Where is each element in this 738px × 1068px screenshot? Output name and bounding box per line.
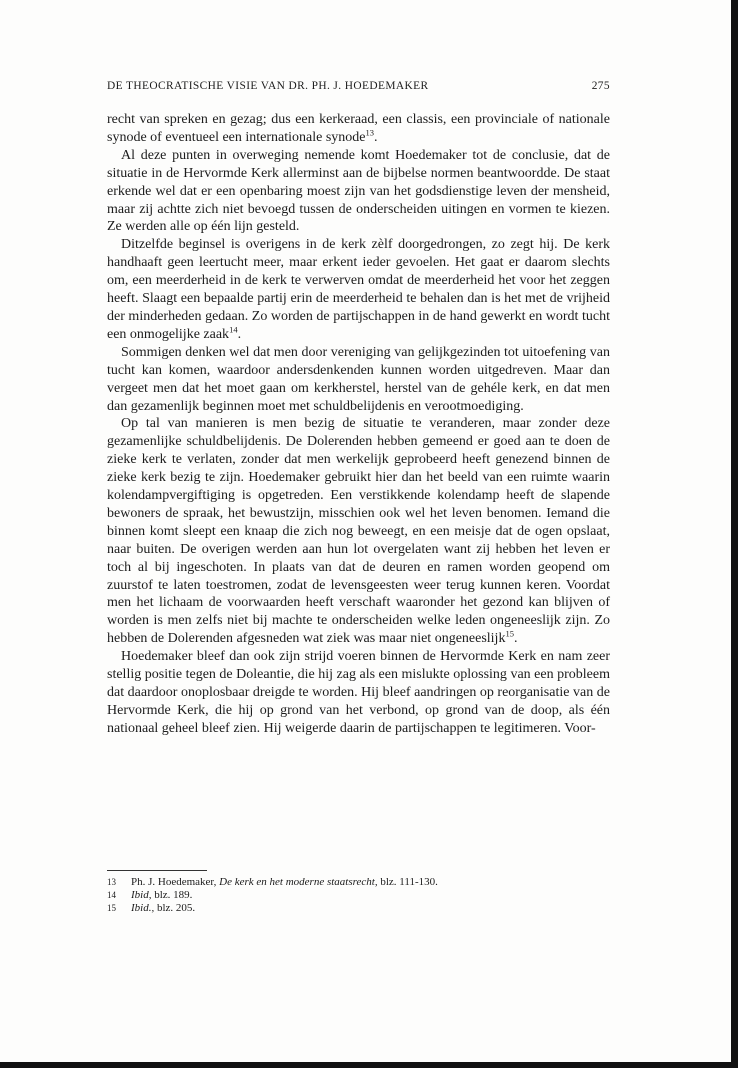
footnote-number: 15 (107, 903, 116, 913)
footnote-title: Ibid., (131, 902, 155, 914)
paragraph-text: recht van spreken en gezag; dus een kerkeraad, een classis, een provinciale of nationale synode of eventueel een internationale synode (107, 112, 610, 145)
footnote-marker: 13 (365, 127, 375, 138)
footnote-segment: blz. 111-130. (377, 876, 438, 888)
scan-edge-right (731, 0, 738, 1068)
running-title: DE THEOCRATISCHE VISIE VAN DR. PH. J. HOEDEMAKER (107, 80, 429, 92)
paragraph-text: . (237, 326, 242, 342)
footnote-text (131, 889, 192, 902)
paragraph (107, 648, 610, 738)
paragraph (107, 415, 610, 648)
footnote-number: 14 (107, 890, 116, 900)
footnote-marker: 14 (229, 324, 238, 335)
paragraph (107, 344, 610, 416)
paragraph-text: Hoedemaker bleef dan ook zijn strijd voeren binnen de Hervormde Kerk en nam zeer stellig positie tegen de Doleantie, die hij zag als een mislukte oplossing van een probleem dat daardoor onoplosbaar dreigde te worden. Hij bleef aandringen op reorganisatie van de Hervormde Kerk, die hij op grond van het verbond, op grond van de doop, als één nationaal geheel bleef zien. Hij weigerde daarin de partijschappen te legitimeren. Voor- (107, 649, 610, 736)
footnote-rule (107, 870, 207, 871)
footnote-number: 13 (107, 877, 116, 887)
scan-edge-bottom (0, 1062, 738, 1068)
footnotes (107, 876, 610, 915)
footnote-marker: 15 (505, 628, 514, 639)
footnote-title: Ibid, (131, 889, 152, 901)
page-number: 275 (591, 80, 610, 92)
paragraph (107, 236, 610, 343)
footnote-title: De kerk en het moderne staatsrecht, (219, 876, 378, 888)
paragraph-text: Sommigen denken wel dat men door vereniging van gelijkgezinden tot uitoefening van tucht kan komen, waardoor andersdenkenden kunnen worden uitgedreven. Maar dan vergeet men dat het moet gaan om kerkherstel, herstel van de gehéle kerk, en dat men dan gezamenlijk beginnen moet met schuldbelijdenis en verootmoediging. (107, 344, 610, 414)
paragraph (107, 111, 610, 147)
paragraph-text: Ditzelfde beginsel is overigens in de kerk zèlf doorgedrongen, zo zegt hij. De kerk handhaaft geen leertucht meer, maar erkent ieder gevoelen. Het gaat er daarom slechts om, een meerderheid in de kerk te verwerven omdat de meerderheid het voor het zeggen heeft. Slaagt een bepaalde partij erin de meerderheid te behalen dan is het met de vrijheid der minderheden gedaan. Zo worden de partijschappen in de hand gewerkt en wordt tucht een onmogelijke zaak (107, 237, 610, 342)
paragraph (107, 147, 610, 237)
footnote (107, 902, 610, 915)
footnote (107, 876, 610, 889)
footnote-text (131, 902, 195, 915)
paragraph-text: Al deze punten in overweging nemende komt Hoedemaker tot de conclusie, dat de situatie in de Hervormde Kerk allerminst aan de bijbelse normen beantwoordde. De staat erkende wel dat er een openbaring moest zijn van het godsdienstige leven der mensheid, maar zij achtte zich niet bevoegd tussen de onderscheiden uitingen en vormen te kiezen. Ze werden alle op één lijn gesteld. (107, 147, 610, 235)
footnote-segment: blz. 189. (151, 889, 193, 901)
paragraph-text: . (513, 631, 518, 647)
footnote-segment: Ph. J. Hoedemaker, (131, 876, 220, 888)
footnote-segment: blz. 205. (154, 902, 196, 914)
body-text (107, 111, 610, 738)
paragraph-text: Op tal van manieren is men bezig de situatie te veranderen, maar zonder deze gezamenlijke schuldbelijdenis. De Dolerenden hebben gemeend er goed aan te doen de zieke kerk te verlaten, zonder dat men werkelijk geprobeerd heeft genezend binnen de zieke kerk bezig te zijn. Hoedemaker gebruikt hier dan het beeld van een ruimte waarin kolendampvergiftiging is opgetreden. Een verstikkende kolendamp heeft de slapende bewoners de spraak, het bewustzijn, misschien ook wel het leven benomen. Iemand die binnen komt sleept een knaap die zich nog beweegt, en een meisje dat de ogen opslaat, naar buiten. De overigen werden aan hun lot overgelaten want zij hebben het leven er toch al bij ingeschoten. In plaats van dat de deuren en ramen worden geopend om zuurstof te laten toestromen, zodat de levensgeesten weer terug kunnen keren. Voordat men het lichaam de voorwaarden heeft verschaft waaronder het gezond kan blijven of worden is men zelfs niet bij machte te onderscheiden welke leden ongeneeslijk zijn. Zo hebben de Dolerenden afgesneden wat ziek was maar niet ongeneeslijk (107, 416, 610, 647)
footnote (107, 889, 610, 902)
paragraph-text: . (374, 129, 378, 145)
footnote-text (131, 876, 438, 889)
running-head (107, 80, 610, 96)
